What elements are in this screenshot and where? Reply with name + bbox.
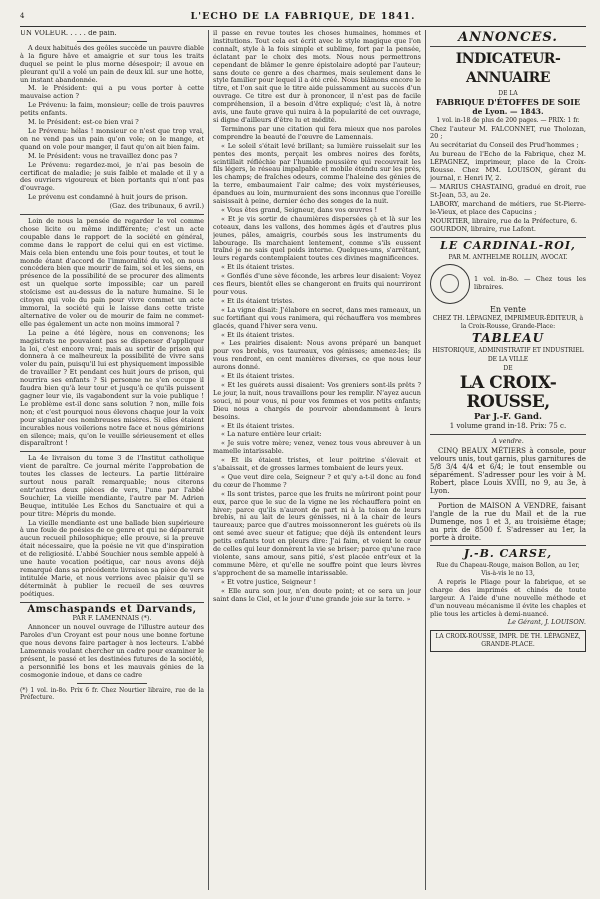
paragraph: « Et ils étaient tristes. [221, 421, 295, 430]
paragraph: il passe en revue toutes les choses humaines, hommes et institutions. Tout cela est écrit avec le style magique que l'on connaît, style à la fois simple et sublime, fort par la pensée, éclatant par le choix des mots. Nous nous permettrons cependant de blâmer le genre épistolaire adopté par l'auteur; sans doute ce genre a des charmes, mais seulement dans le style familier pour lequel il a été créé. Nous blâmons encore le titre, et l'on sait que le titre aide puissamment au succès d'un ouvrage. Ce titre est dur à prononcer, il n'est pas de facile compréhension, il a besoin d'être expliqué; c'est là, à notre avis, une faute grave qui nuira à la popularité de cet ouvrage, si digne d'ailleurs d'être lu et médité. [213, 30, 421, 124]
column-2 [213, 30, 421, 890]
source-citation: (Gaz. des tribunaux, 6 avril.) [109, 202, 204, 211]
paragraph: « Et les guérets aussi disaient: Vos greniers sont-ils prêts ? Le jour, la nuit, nous travaillons pour les remplir. N'ayez aucun souci, ni pour vous, ni pour vos femmes et vos petits enfants; Dieu nous a chargés de pourvoir abondamment à leurs besoins. [213, 380, 421, 421]
column-rule [208, 30, 209, 890]
carse-address: Rue du Chapeau-Rouge, maison Bollon, au 1er, Vis-à-vis le no 13, [436, 562, 580, 577]
seller: Au secrétariat du Conseil des Prud'hommes ; [430, 141, 579, 150]
cardinal-author: PAR M. ANTHELME ROLLIN, AVOCAT. [448, 254, 568, 262]
newspaper-page [20, 10, 586, 890]
seller: NOURTIER, libraire, rue de la Préfecture, 6. [430, 216, 578, 225]
footnote: (*) 1 vol. in-8o. Prix 6 fr. Chez Nourtier libraire, rue de la Préfecture. [20, 686, 204, 701]
paragraph: Annoncer un nouvel ouvrage de l'illustre auteur des Paroles d'un Croyant est pour nous une bonne fortune que nous devons faire partager à nos lecteurs. L'abbé Lamennais voulant chercher un cadre pour examiner le présent, le passé et les destinées futures de la société, a personnifié les bons et les mauvais génies de la cosmogonie indoue, et dans ce cadre [20, 623, 204, 679]
carse-title: J.-B. CARSE, [463, 547, 553, 561]
author-gand: Par J.-F. Gand. [474, 412, 542, 423]
fabrique-title: FABRIQUE D'ÉTOFFES DE SOIE [435, 96, 581, 107]
paragraph: A deux habitués des geôles succède un pauvre diable à la figure hâve et amaigrie et sur tous les traits duquel se peint le plus morne désespoir; il avoue en pleurant qu'il a volé un pain de deux kil. sur une hotte, un instant abandonnée. [20, 43, 204, 84]
paragraph: « Vous êtes grand, Seigneur, dans vos œuvres ! [221, 205, 378, 214]
paragraph: « La vigne disait: J'élabore en secret, dans mes rameaux, un suc fortifiant qui vous ranimera, qui réchauffera vos membres glacés, quand l'hiver sera venu. [213, 305, 421, 330]
paragraph: La 4e livraison du tome 3 de l'Institut catholique vient de paraître. Ce journal mérite l'approbation de toutes les classes de lecteurs. La partie littéraire surtout nous paraît remarquable; nous citerons entr'autres deux pièces de vers, l'une par l'abbé Souchier, La vieille mendiante, l'autre par M. Adrien Beuque, intitulée Les Echos du Sanctuaire et qui a pour titre: Mépris du monde. [20, 454, 204, 518]
paragraph: La peine a été légère, nous en convenons; les magistrats ne pouvaient pas se dispenser d'appliquer la loi, c'est encore vrai; mais au sortir de prison qui donnera à ce malheureux la possibilité de vivre sans voler du pain, puisqu'il lui est physiquement impossible de travailler ? Et pendant ces huit jours de prison, qui nourrira ses enfants ? Si personne ne s'en occupe il faudra bien qu'à leur tour et jusqu'à ce qu'ils puissent gagner leur vie, ils vagabondent sur la voie publique ! Le problème est-il donc sans solution ? non, mille fois non; et c'est pourquoi nous élevons chaque jour la voix pour signaler ces nombreuses misères. Si elles étaient incurables nous voilerions notre face et nous gémirions en silence; mais, qu'on le veuille sérieusement et elles disparaîtront ! [20, 328, 204, 448]
paragraph: « Et votre justice, Seigneur ! [221, 577, 317, 586]
volume-price-2: 1 volume grand in-18. Prix: 75 c. [449, 422, 567, 431]
paragraph: M. le Président: vous ne travaillez donc pas ? [28, 151, 178, 160]
paragraph: La vieille mendiante est une ballade bien supérieure à une foule de poésies de ce genre et qui ne déparerait aucun recueil philosophique; elle prouve, si la preuve était nécessaire, que la poésie ne vit que d'inspiration et de religiosité. L'abbé Souchier nous semble appelé à une haute vocation poétique, car nous avons déjà remarqué dans sa précédente livraison sa pièce de vers intitulée Marie, et nous verrions avec plaisir qu'il se déterminât à publier le recueil de ses œuvres poétiques. [20, 518, 204, 598]
divider [430, 46, 586, 47]
column-1 [20, 30, 204, 890]
paragraph: « Les prairies disaient: Nous avons préparé un banquet pour vos brebis, vos taureaux, vos génisses; amenez-les; ils vous rendront, en cent manières diverses, ce que nous leur aurons donné. [213, 339, 421, 372]
en-vente: En vente [490, 305, 526, 315]
divider [77, 683, 147, 684]
seller: LABORY, marchand de métiers, rue St-Pierre-le-Vieux, et place des Capucins ; [430, 199, 586, 216]
divider [430, 434, 586, 435]
book-title: Amschaspands et Darvands, [27, 603, 197, 615]
paragraph: « Je suis votre mère; venez, venez tous vous abreuver à un mamelle intarissable. [213, 439, 421, 456]
paragraph: Le Prévenu: regardez-moi, je n'ai pas besoin de certificat de maladie; je suis faible et malade et il y a des ouvriers vigoureux et bien portants qui n'ont pas d'ouvrage. [20, 160, 204, 193]
gerant: Le Gérant, J. LOUISON. [507, 618, 586, 627]
paragraph: « Et je vis sortir de chaumières dispersées çà et là sur les coteaux, dans les vallons, des hommes âgés et d'autres plus jeunes, pâles, amaigris, courbés sous les instruments du labourage. Ils marchaient lentement, comme s'ils eussent traîné je ne sais quel poids interne. Quelques-uns, s'arrêtant, leurs regards contemplaient toutes ces divines magnificences. [213, 214, 421, 263]
divider [430, 545, 586, 546]
de-la-ville: DE LA VILLE [487, 355, 529, 363]
paragraph: « Et ils étaient tristes. [221, 296, 295, 305]
chez-lepagnez: CHEZ TH. LÉPAGNEZ, IMPRIMEUR-ÉDITEUR, à la Croix-Rousse, Grande-Place: [432, 315, 584, 330]
paragraph: M. le Président: qui a pu vous porter à cette mauvaise action ? [20, 84, 204, 101]
volume-price: 1 vol. in-18 de plus de 200 pages. — PRIX: 1 fr. [436, 116, 580, 124]
paragraph: « Le soleil s'était levé brillant; sa lumière ruisselait sur les pentes des monts, perçait les ombres noires des forêts, scintillait réfléchie par l'humide poussière qui recouvrait les fils légers, le réseau impalpable et mobile étendu sur les prés, les champs; de fraîches odeurs, comme l'haleine des génies de la terre, embaumaient l'air calme; des voix mystérieuses, épandues au loin, murmuraient des sons inconnus que l'oreille saisissait à peine, dernier écho des songes de la nuit. [213, 141, 421, 206]
paragraph: Le Prévenu: la faim, monsieur; celle de trois pauvres petits enfants. [20, 101, 204, 118]
indicateur-title: INDICATEUR-ANNUAIRE [455, 50, 561, 86]
paragraph: « Et ils étaient tristes. [221, 263, 295, 272]
historique: HISTORIQUE, ADMINISTRATIF ET INDUSTRIEL [432, 346, 584, 354]
paragraph: M. le Président: est-ce bien vrai ? [28, 118, 139, 127]
paragraph: « Et ils étaient tristes, et leur poitrine s'élevait et s'abaissait, et de grosses larmes tombaient de leurs yeux. [213, 456, 421, 473]
paragraph: « Et ils étaient tristes. [221, 372, 295, 381]
cardinal-title: LE CARDINAL-ROI, [440, 239, 576, 253]
seller: GOURDON, libraire, rue Lafont. [430, 225, 536, 234]
a-vendre: A vendre. [492, 437, 524, 446]
divider [77, 41, 147, 42]
cardinal-ad [430, 264, 586, 304]
paragraph: « Ils sont tristes, parce que les fruits ne mûriront point pour eux, parce que le suc de la vigne ne les réchauffera point en hiver; parce qu'ils n'auront de part ni à la toison de leurs brebis, ni au lait de leurs génisses, ni à la chair de leurs taureaux; parce que d'autres moissonneront les guérets où ils ont semé avec sueur et fatigue; que déjà ils entendent leurs petits enfants tout en pleurs dire: J'ai faim, et voient le cœur de celles qui leur donnèrent la vie se briser; parce qu'une race violente, sans amour, sans pitié, s'est placée entr'eux et la commune Mère, et qu'elle ne souffre point que leurs lèvres s'approchent de sa mamelle intarissable. [213, 489, 421, 577]
imprint: LA CROIX-ROUSSE, IMPR. DE TH. LÉPAGNEZ, GRANDE-PLACE. [430, 630, 586, 652]
carse-notice: A repris le Pliage pour la fabrique, et se charge des imprimés et chinés de toute largeur. A l'aide d'une nouvelle méthode et d'un nouveau mécanisme il évite les chaples et plie tous les articles à demi-nuancé. [430, 577, 586, 618]
croix-rousse-title: LA CROIX-ROUSSE, [459, 373, 557, 413]
divider [20, 602, 204, 603]
tableau-title: TABLEAU [471, 330, 545, 345]
divider [20, 214, 204, 215]
paragraph: Loin de nous la pensée de regarder le vol comme chose licite ou même indifférente; c'est un acte coupable dans le rapport de la société en général, comme dans le rapport de celui qui en est victime. Mais cela bien entendu une fois pour toutes, et tout le monde étant d'accord de l'immoralité du vol, on nous concédera bien que mourir de faim, soi et les siens, en présence de la possibilité de se procurer des aliments est un quelque sorte impossible; car un pareil stoïcisme est au-dessus de la nature humaine. Si le citoyen qui vole du pain pour vivre commet un acte immoral, la société qui le laisse dans cette triste alternative de voler ou de mourir de faim ne commet-elle pas également un acte non moins immoral ? [20, 217, 204, 328]
paragraph: « Que veut dire cela, Seigneur ? et qu'y a-t-il donc au fond du cœur de l'homme ? [213, 472, 421, 489]
de: DE [503, 364, 513, 372]
lyon-year: de Lyon. — 1843. [472, 106, 544, 116]
column-rule [425, 30, 426, 890]
annonces-heading: ANNONCES. [458, 30, 558, 45]
newspaper-title: L'ECHO DE LA FABRIQUE, DE 1841. [190, 11, 416, 22]
cardinal-volume: 1 vol. in-8o. — Chez tous les libraires. [474, 275, 586, 292]
seller: Au bureau de l'Echo de la Fabrique, chez M. LÉPAGNEZ, imprimeur, place de la Croix-Rousse. Chez MM. LOUISON, gérant du journal, r. Henri IV, 2. [430, 150, 586, 182]
paragraph: Le Prévenu: hélas ! monsieur ce n'est que trop vrai, on ne vend pas un pain qu'on vole; on le mange, et quand on vole pour manger, il faut qu'on ait bien faim. [20, 126, 204, 151]
divider [430, 498, 586, 499]
paragraph: « Gonflés d'une sève féconde, les arbres leur disaient: Voyez ces fleurs, bientôt elles se changeront en fruits qui nourriront pour vous. [213, 272, 421, 296]
seal-stamp-icon [430, 264, 470, 304]
page-number: 4 [20, 12, 25, 20]
paragraph: « La nature entière leur criait: [221, 430, 322, 439]
divider [430, 237, 586, 238]
book-author: PAR F. LAMENNAIS (*). [72, 613, 152, 622]
paragraph: « Et ils étaient tristes. [221, 330, 295, 339]
columns [20, 30, 586, 890]
de-la: DE LA [498, 89, 518, 97]
divider [20, 451, 204, 452]
paragraph: Le prévenu est condamné à huit jours de prison. [28, 193, 188, 202]
masthead [20, 10, 586, 27]
article-heading: UN VOLEUR. . . . . de pain. [20, 30, 117, 37]
paragraph: Terminons par une citation qui fera mieux que nos paroles comprendre la beauté de l'œuvre de Lamennais. [213, 124, 421, 141]
seller: — MARIUS CHASTAING, gradué en droit, rue St-Jean, 53, au 2e. [430, 182, 586, 199]
seller: Chez l'auteur M. FALCONNET, rue Tholozan, 20 ; [430, 124, 586, 141]
paragraph: « Elle aura son jour, n'en doute point; et ce sera un jour saint dans le Ciel, et le jour d'une grande joie sur la terre. » [213, 586, 421, 603]
sale-notice: Portion de MAISON A VENDRE, faisant l'angle de la rue du Mail et de la rue Dumenge, nos 1 et 3, au troisième étage; au prix de 8500 f. S'adresser au 1er, la porte à droite. [430, 502, 586, 543]
column-3 [430, 30, 586, 890]
sale-notice: CINQ BEAUX MÉTIERS à console, pour velours unis, tout garnis, plus garnitures de 5/8 3/4 4/4 et 6/4; le tout ensemble ou séparément. S'adresser pour les voir à M. Robert, place Louis XVIII, no 9, au 3e, à Lyon. [430, 447, 586, 496]
